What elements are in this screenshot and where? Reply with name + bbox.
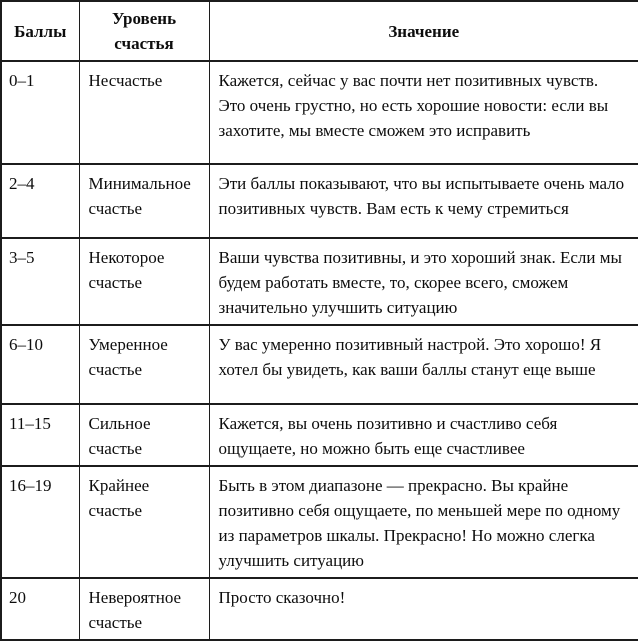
table-row [1, 238, 638, 325]
meaning-cell: Кажется, сейчас у вас почти нет позитивных чувств. Это очень грустно, но есть хорошие новости: если вы захотите, мы вместе сможем это исправить [209, 61, 638, 164]
level-cell: Сильное счастье [79, 404, 209, 466]
header-level: Уровень счастья [79, 1, 209, 61]
meaning-cell: Быть в этом диапазоне — прекрасно. Вы крайне позитивно себя ощущаете, по меньшей мере по одному из параметров шкалы. Прекрасно! Но можно слегка улучшить ситуацию [209, 466, 638, 578]
level-cell: Крайнее счастье [79, 466, 209, 578]
header-score: Баллы [1, 1, 79, 61]
score-cell: 6–10 [1, 325, 79, 404]
meaning-cell: Кажется, вы очень позитивно и счастливо себя ощущаете, но можно быть еще счастливее [209, 404, 638, 466]
header-meaning: Значение [209, 1, 638, 61]
score-cell: 11–15 [1, 404, 79, 466]
score-cell: 0–1 [1, 61, 79, 164]
level-cell: Минимальное счастье [79, 164, 209, 238]
level-cell: Некоторое счастье [79, 238, 209, 325]
table-row [1, 466, 638, 578]
header-row [1, 1, 638, 61]
meaning-cell: Просто сказочно! [209, 578, 638, 640]
level-cell: Невероятное счастье [79, 578, 209, 640]
meaning-cell: У вас умеренно позитивный настрой. Это хорошо! Я хотел бы увидеть, как ваши баллы станут еще выше [209, 325, 638, 404]
level-cell: Умеренное счастье [79, 325, 209, 404]
table-row [1, 61, 638, 164]
score-cell: 3–5 [1, 238, 79, 325]
score-cell: 20 [1, 578, 79, 640]
level-cell: Несчастье [79, 61, 209, 164]
table-row [1, 325, 638, 404]
table-row [1, 404, 638, 466]
meaning-cell: Ваши чувства позитивны, и это хороший знак. Если мы будем работать вместе, то, скорее всего, сможем значительно улучшить ситуацию [209, 238, 638, 325]
table-row [1, 578, 638, 640]
meaning-cell: Эти баллы показывают, что вы испытываете очень мало позитивных чувств. Вам есть к чему стремиться [209, 164, 638, 238]
table-row [1, 164, 638, 238]
score-cell: 2–4 [1, 164, 79, 238]
score-cell: 16–19 [1, 466, 79, 578]
